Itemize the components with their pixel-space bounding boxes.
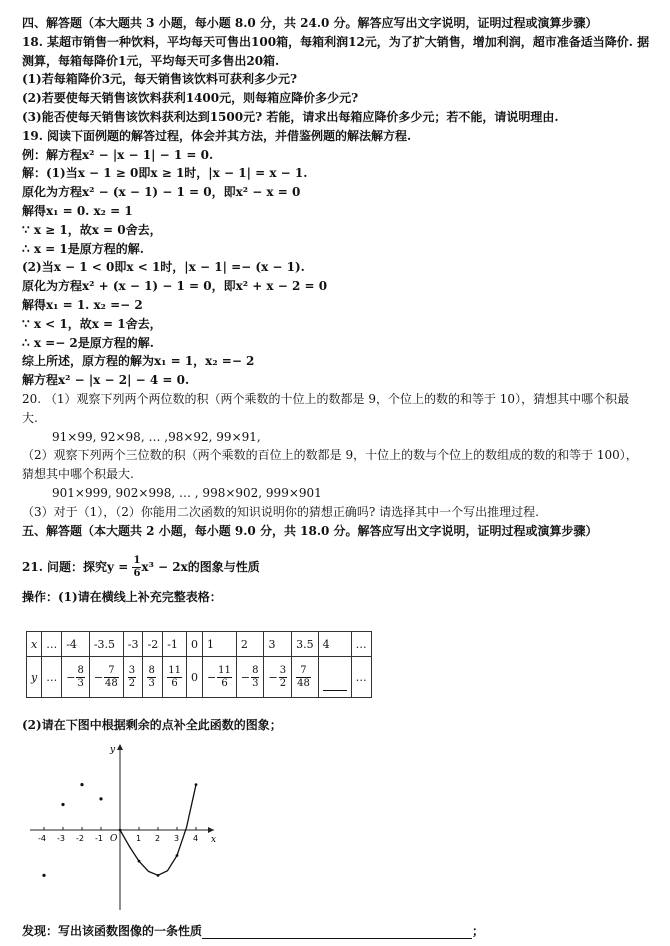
table-cell-x: … bbox=[351, 632, 371, 657]
fraction: $\frac{7}{48}$ bbox=[105, 664, 118, 689]
text-line: 测算，每箱每降价1元，平均每天可多售出20箱. bbox=[22, 53, 280, 68]
table-row-y bbox=[27, 657, 372, 698]
x-tick-label: 3 bbox=[174, 834, 180, 843]
text-line: （3）对于（1），（2）你能用二次函数的知识说明你的猜想正确吗? 请选择其中一个写出推理过程. bbox=[22, 504, 539, 519]
table-cell-x: -4 bbox=[62, 632, 90, 657]
text-line: 解得x₁ = 0. x₂ = 1 bbox=[22, 203, 133, 218]
plotted-point bbox=[61, 803, 64, 806]
x-tick-label: 4 bbox=[193, 834, 199, 843]
x-tick-label: -3 bbox=[57, 834, 65, 843]
fraction: $\frac{11}{6}$ bbox=[168, 664, 181, 689]
q21-operation: 操作：(1)请在横线上补充完整表格： bbox=[22, 590, 222, 604]
fraction: $\frac{3}{2}$ bbox=[128, 664, 136, 689]
table-cell-x: -3 bbox=[123, 632, 143, 657]
table-cell-x: -3.5 bbox=[89, 632, 123, 657]
x-tick-label: -2 bbox=[76, 834, 84, 843]
x-tick-label: -4 bbox=[38, 834, 46, 843]
q21-title-fraction: $\frac{1}{6}$ bbox=[133, 555, 141, 579]
y-axis-label: y bbox=[110, 745, 116, 755]
minus-sign: − bbox=[206, 670, 217, 684]
text-line: 901×999, 902×998, … , 998×902, 999×901 bbox=[52, 485, 322, 500]
exam-page bbox=[22, 14, 652, 540]
plotted-point bbox=[42, 874, 45, 877]
table-cell-y bbox=[62, 657, 90, 698]
table-cell-y: … bbox=[351, 657, 371, 698]
q21-title-suffix: x³ − 2x的图象与性质 bbox=[141, 560, 260, 574]
y-axis-arrow-icon bbox=[117, 744, 123, 750]
table-header-y: y bbox=[27, 657, 42, 698]
text-line: 原化为方程x² + (x − 1) − 1 = 0，即x² + x − 2 = 0 bbox=[22, 279, 328, 294]
text-line: 原化为方程x² − (x − 1) − 1 = 0，即x² − x = 0 bbox=[22, 185, 301, 200]
table-cell-x: 0 bbox=[186, 632, 202, 657]
text-line: 19. 阅读下面例题的解答过程，体会并其方法，并借鉴例题的解法解方程. bbox=[22, 128, 412, 143]
fraction: $\frac{8}{3}$ bbox=[252, 664, 259, 689]
minus-sign: − bbox=[240, 670, 251, 684]
fill-in-blank[interactable] bbox=[323, 660, 347, 691]
text-line: ∵ x < 1，故x = 1舍去， bbox=[22, 316, 162, 331]
text-line: 四、解答题（本大题共 3 小题，每小题 8.0 分，共 24.0 分。解答应写出文字说明，证明过程或演算步骤） bbox=[22, 16, 598, 30]
fraction: $\frac{8}{3}$ bbox=[77, 664, 84, 689]
text-line: 解方程x² − |x − 2| − 4 = 0. bbox=[22, 373, 190, 388]
table-cell-x: 1 bbox=[202, 632, 236, 657]
table-cell-y bbox=[292, 657, 319, 698]
function-graph bbox=[26, 738, 226, 913]
table-cell-y bbox=[89, 657, 123, 698]
text-line: 91×99, 92×98, … ,98×92, 99×91, bbox=[52, 429, 261, 444]
text-line: 解：(1)当x − 1 ≥ 0即x ≥ 1时，|x − 1| = x − 1. bbox=[22, 166, 308, 181]
curve-point bbox=[119, 829, 122, 832]
table-cell-x: -2 bbox=[143, 632, 163, 657]
table-header-x: x bbox=[27, 632, 42, 657]
minus-sign: − bbox=[93, 670, 104, 684]
table-cell-y bbox=[264, 657, 292, 698]
table-cell-y: … bbox=[42, 657, 62, 698]
x-tick-label: 1 bbox=[136, 834, 142, 843]
curve-point bbox=[176, 854, 179, 857]
minus-sign: − bbox=[66, 670, 76, 684]
text-line: (3)能否使每天销售该饮料获利达到1500元? 若能，请求出每箱应降价多少元；若不能，请说明理由. bbox=[22, 109, 559, 124]
text-line: (2)若要使每天销售该饮料获利1400元，则每箱应降价多少元? bbox=[22, 91, 359, 106]
text-line: 五、解答题（本大题共 2 小题，每小题 9.0 分，共 18.0 分。解答应写出文字说明，证明过程或演算步骤） bbox=[22, 523, 598, 538]
curve-point bbox=[195, 783, 198, 786]
q21-title-prefix: 21. 问题：探究y = bbox=[22, 560, 133, 574]
value-table bbox=[26, 631, 372, 698]
fraction: $\frac{3}{2}$ bbox=[279, 664, 287, 689]
text-line: 18. 某超市销售一种饮料，平均每天可售出100箱，每箱利润12元，为了扩大销售，增加利润，超市准备适当降价. 据 bbox=[22, 34, 650, 49]
fraction: $\frac{8}{3}$ bbox=[148, 664, 155, 689]
discovery-prompt: 发现：写出该函数图像的一条性质 bbox=[22, 924, 203, 938]
x-axis-label: x bbox=[211, 835, 217, 845]
discovery-end: ； bbox=[472, 924, 485, 938]
x-tick-label: 2 bbox=[155, 834, 161, 843]
table-cell-x: -1 bbox=[163, 632, 187, 657]
answer-blank[interactable] bbox=[202, 926, 472, 939]
x-tick-label: -1 bbox=[95, 834, 103, 843]
table-cell-y bbox=[163, 657, 187, 698]
table-cell-x: … bbox=[42, 632, 62, 657]
table-cell-y[interactable] bbox=[318, 657, 351, 698]
table-cell-x: 3 bbox=[264, 632, 292, 657]
x-axis-arrow-icon bbox=[208, 827, 214, 833]
table-cell-x: 2 bbox=[236, 632, 264, 657]
text-line: （2）观察下列两个三位数的积（两个乘数的百位上的数都是 9，十位上的数与个位上的数组成的数的和等于 100）， bbox=[22, 448, 638, 463]
text-line: ∴ x =− 2是原方程的解. bbox=[22, 335, 154, 350]
text-line: 大. bbox=[22, 410, 38, 425]
curve-point bbox=[138, 860, 141, 863]
minus-sign: − bbox=[268, 670, 278, 684]
text-line: 例：解方程x² − |x − 1| − 1 = 0. bbox=[22, 147, 214, 162]
text-line: (1)若每箱降价3元，每天销售该饮料可获利多少元? bbox=[22, 72, 298, 87]
plotted-point bbox=[99, 797, 102, 800]
table-cell-y bbox=[123, 657, 143, 698]
text-line: 综上所述，原方程的解为x₁ = 1，x₂ =− 2 bbox=[22, 354, 255, 369]
fraction: $\frac{11}{6}$ bbox=[218, 664, 231, 689]
text-line: 猜想其中哪个积最大. bbox=[22, 467, 134, 482]
text-line: 20. （1）观察下列两个两位数的积（两个乘数的十位上的数都是 9，个位上的数的和等于 10），猜想其中哪个积最 bbox=[22, 391, 630, 406]
table-cell-x: 3.5 bbox=[292, 632, 319, 657]
discovery-line bbox=[22, 922, 484, 939]
table-cell-x: 4 bbox=[318, 632, 351, 657]
curve-point bbox=[157, 874, 160, 877]
table-cell-y bbox=[202, 657, 236, 698]
text-line: ∴ x = 1是原方程的解. bbox=[22, 241, 144, 256]
fraction: $\frac{7}{48}$ bbox=[297, 664, 310, 689]
table-cell-y: 0 bbox=[186, 657, 202, 698]
text-line: 解得x₁ = 1. x₂ =− 2 bbox=[22, 297, 143, 312]
q21-title bbox=[22, 555, 260, 580]
text-line: ∵ x ≥ 1，故x = 0舍去， bbox=[22, 222, 162, 237]
plotted-point bbox=[80, 783, 83, 786]
origin-label: O bbox=[110, 834, 118, 844]
table-cell-y bbox=[236, 657, 264, 698]
text-line: (2)当x − 1 < 0即x < 1时，|x − 1| =− (x − 1). bbox=[22, 260, 305, 275]
table-cell-y bbox=[143, 657, 163, 698]
q21-part2: (2)请在下图中根据剩余的点补全此函数的图象； bbox=[22, 718, 282, 732]
table-row-x bbox=[27, 632, 372, 657]
